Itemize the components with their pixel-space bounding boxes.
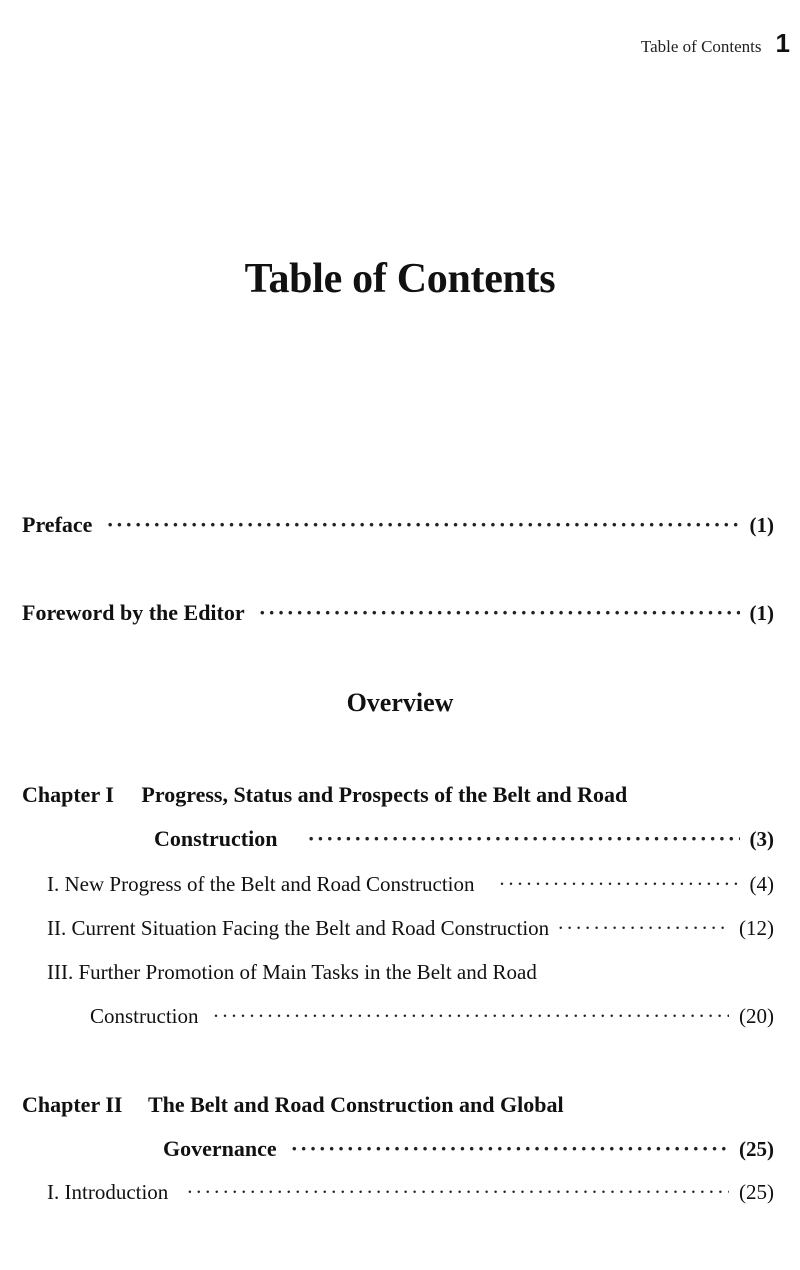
section-heading-overview: Overview: [346, 688, 454, 717]
toc-entry-page: (25): [739, 1180, 774, 1204]
dot-leader: [259, 600, 740, 626]
dot-leader: [213, 1004, 730, 1029]
toc-entry-page: (1): [749, 601, 774, 625]
toc-entry-section[interactable]: [47, 916, 774, 941]
toc-entry-section[interactable]: [47, 872, 774, 897]
toc-entry-section[interactable]: [90, 1004, 774, 1029]
page-title: Table of Contents: [244, 256, 556, 302]
chapter-1-number: Chapter I: [22, 782, 114, 807]
toc-entry-section-label[interactable]: III. Further Promotion of Main Tasks in the Belt and Road: [47, 960, 537, 984]
toc-entry-chapter-2[interactable]: [163, 1136, 774, 1162]
toc-entry-page: (1): [749, 513, 774, 537]
toc-entry-page: (20): [739, 1004, 774, 1028]
dot-leader: [291, 1136, 729, 1162]
dot-leader: [499, 872, 740, 897]
toc-entry-page: (12): [739, 916, 774, 940]
chapter-1-heading[interactable]: [22, 782, 627, 808]
toc-entry-label: I. New Progress of the Belt and Road Construction: [47, 872, 475, 896]
toc-entry-page: (25): [739, 1137, 774, 1161]
dot-leader: [557, 916, 729, 941]
dot-leader: [186, 1180, 729, 1205]
running-title: Table of Contents: [640, 37, 762, 56]
toc-entry-label: II. Current Situation Facing the Belt and Road Construction: [47, 916, 550, 940]
toc-entry-section[interactable]: [47, 1180, 774, 1205]
toc-entry-chapter-1[interactable]: [154, 826, 774, 852]
running-header: [641, 28, 790, 59]
dot-leader: [307, 826, 739, 852]
chapter-1-title: Progress, Status and Prospects of the Belt and Road: [141, 782, 628, 807]
chapter-2-number: Chapter II: [22, 1092, 123, 1117]
toc-entry-label: I. Introduction: [47, 1180, 169, 1204]
toc-entry-page: (3): [749, 827, 774, 851]
toc-entry-label: Preface: [22, 512, 93, 537]
toc-entry-label: Construction: [90, 1004, 199, 1028]
page-number: 1: [775, 28, 790, 58]
chapter-2-title: The Belt and Road Construction and Global: [147, 1092, 564, 1117]
chapter-1-title-continued: Construction: [154, 826, 278, 851]
toc-entry-preface[interactable]: [22, 512, 774, 538]
toc-entry-label: Foreword by the Editor: [22, 600, 245, 625]
dot-leader: [106, 512, 739, 538]
chapter-2-heading[interactable]: [22, 1092, 564, 1118]
chapter-2-title-continued: Governance: [163, 1136, 277, 1161]
toc-entry-page: (4): [749, 872, 774, 896]
toc-entry-foreword[interactable]: [22, 600, 774, 626]
